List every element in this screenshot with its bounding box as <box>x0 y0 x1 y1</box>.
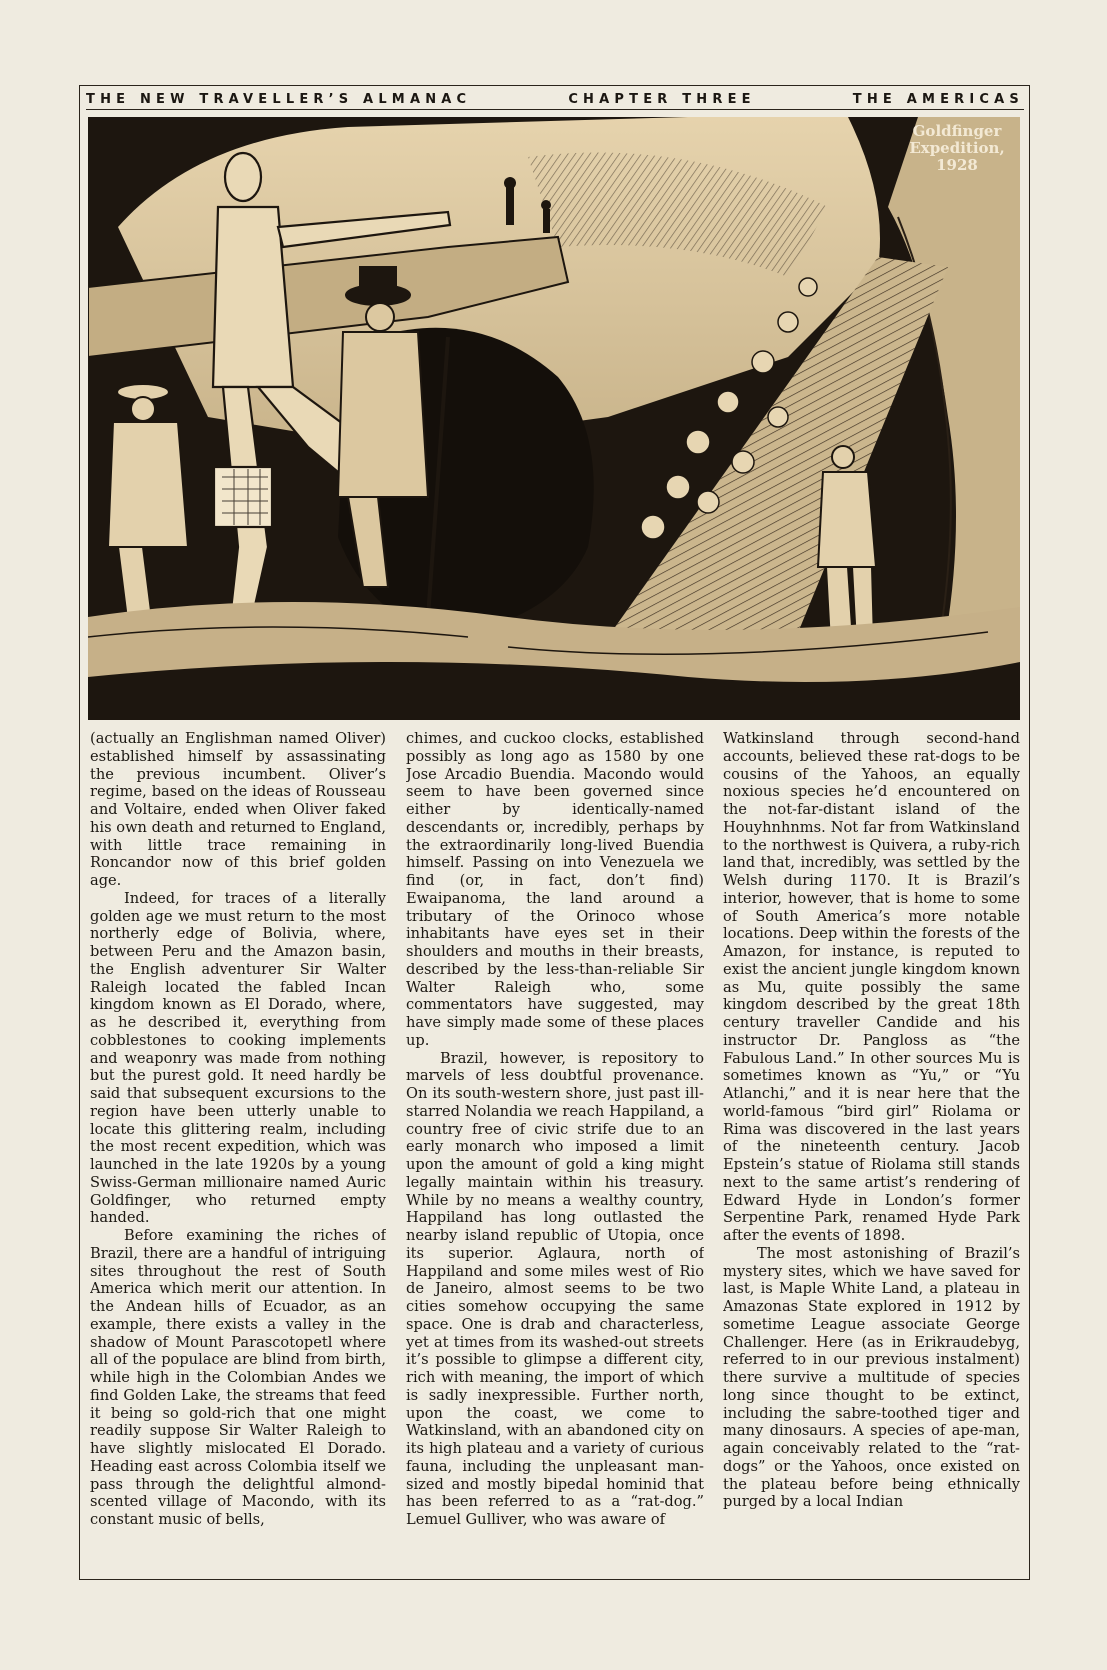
caption-line-2: Expedition, <box>909 139 1005 157</box>
text-column-1 <box>90 730 386 1568</box>
paragraph: Indeed, for traces of a literally golden age we must return to the most northerly edge of Bolivia, where, between Peru and the Amazon basin, the English adventurer Sir Walter Raleigh located the fabled Incan kingdom known as El Dorado, where, as he described it, everything from cobblestones to cooking implements and weaponry was made from nothing but the purest gold. It need hardly be said that subsequent excursions to the region have been utterly unable to locate this glittering realm, including the most recent expedition, which was launched in the late 1920s by a young Swiss-German millionaire named Auric Goldfinger, who returned empty handed. <box>90 889 386 1227</box>
paragraph: chimes, and cuckoo clocks, established possibly as long ago as 1580 by one Jose Arcadio Buendia. Macondo would seem to have been governed since either by identically-named descendants or, incredibly, perhaps by the extraordinarily long-lived Buendia himself. Passing on into Venezuela we find (or, in fact, don’t find) Ewaipanoma, the land around a tributary of the Orinoco whose inhabitants have eyes set in their shoulders and mouths in their breasts, described by the less-than-reliable Sir Walter Raleigh who, some commentators have suggested, may have simply made some of these places up. <box>406 730 704 1049</box>
illustration-artwork <box>88 117 1020 720</box>
illustration-caption <box>902 123 1012 174</box>
text-column-2 <box>406 730 704 1568</box>
paragraph: Brazil, however, is repository to marvels of less doubtful provenance. On its south-western shore, just past ill-starred Nolandia we reach Happiland, a country free of civic strife due to an early monarch who imposed a limit upon the amount of gold a king might legally maintain within his treasury. While by no means a wealthy country, Happiland has long outlasted the nearby island republic of Utopia, once its superior. Aglaura, north of Happiland and some miles west of Rio de Janeiro, almost seems to be two cities somehow occupying the same space. One is drab and characterless, yet at times from its washed-out streets it’s possible to glimpse a different city, rich with meaning, the import of which is sadly inexpressible. Further north, upon the coast, we come to Watkinsland, with an abandoned city on its high plateau and a variety of curious fauna, including the unpleasant man-sized and mostly bipedal hominid that has been referred to as a “rat-dog.” Lemuel Gulliver, who was aware of <box>406 1049 704 1528</box>
paragraph: Before examining the riches of Brazil, there are a handful of intriguing sites throughout the rest of South America which merit our attention. In the Andean hills of Ecuador, as an example, there exists a valley in the shadow of Mount Parascotopetl where all of the populace are blind from birth, while high in the Colombian Andes we find Golden Lake, the streams that feed it being so gold-rich that one might readily suppose Sir Walter Raleigh to have slightly mislocated El Dorado. Heading east across Colombia itself we pass through the delightful almond-scented village of Macondo, with its constant music of bells, <box>90 1227 386 1528</box>
paragraph: Watkinsland through second-hand accounts, believed these rat-dogs to be cousins of the Yahoos, an equally noxious species he’d encountered on the not-far-distant island of the Houyhnhnms. Not far from Watkinsland to the northwest is Quivera, a ruby-rich land that, incredibly, was settled by the Welsh during 1170. It is Brazil’s interior, however, that is home to some of South America’s more notable locations. Deep within the forests of the Amazon, for instance, is reputed to exist the ancient jungle kingdom known as Mu, quite possibly the same kingdom described by the great 18th century traveller Candide and his instructor Dr. Pangloss as “the Fabulous Land.” In other sources Mu is sometimes known as “Yu,” or “Yu Atlanchi,” and it is near here that the world-famous “bird girl” Riolama or Rima was discovered in the last years of the nineteenth century. Jacob Epstein’s statue of Riolama still stands next to the same artist’s rendering of Edward Hyde in London’s former Serpentine Park, renamed Hyde Park after the events of 1898. <box>723 730 1020 1244</box>
paragraph: (actually an Englishman named Oliver) established himself by assassinating the previous incumbent. Oliver’s regime, based on the ideas of Rousseau and Voltaire, ended when Oliver faked his own death and returned to England, with little trace remaining in Roncandor now of this brief golden age. <box>90 730 386 889</box>
header-section: THE AMERICAS <box>852 91 1024 107</box>
text-column-3 <box>723 730 1020 1568</box>
paragraph: The most astonishing of Brazil’s mystery sites, which we have saved for last, is Maple White Land, a plateau in Amazonas State explored in 1912 by sometime League associate George Challenger. Here (as in Erikraudebyg, referred to in our previous instalment) there survive a multitude of species long since thought to be extinct, including the sabre-toothed tiger and many dinosaurs. A species of ape-man, again conceivably related to the “rat-dogs” or the Yahoos, once existed on the plateau before being ethnically purged by a local Indian <box>723 1244 1020 1511</box>
caption-line-1: Goldfinger <box>912 122 1002 140</box>
header-book-title: THE NEW TRAVELLER’S ALMANAC <box>86 91 472 107</box>
header-rule <box>86 109 1024 110</box>
caption-line-3: 1928 <box>936 156 978 174</box>
running-header <box>86 88 1024 110</box>
expedition-illustration <box>88 117 1020 720</box>
header-chapter: CHAPTER THREE <box>568 91 756 107</box>
